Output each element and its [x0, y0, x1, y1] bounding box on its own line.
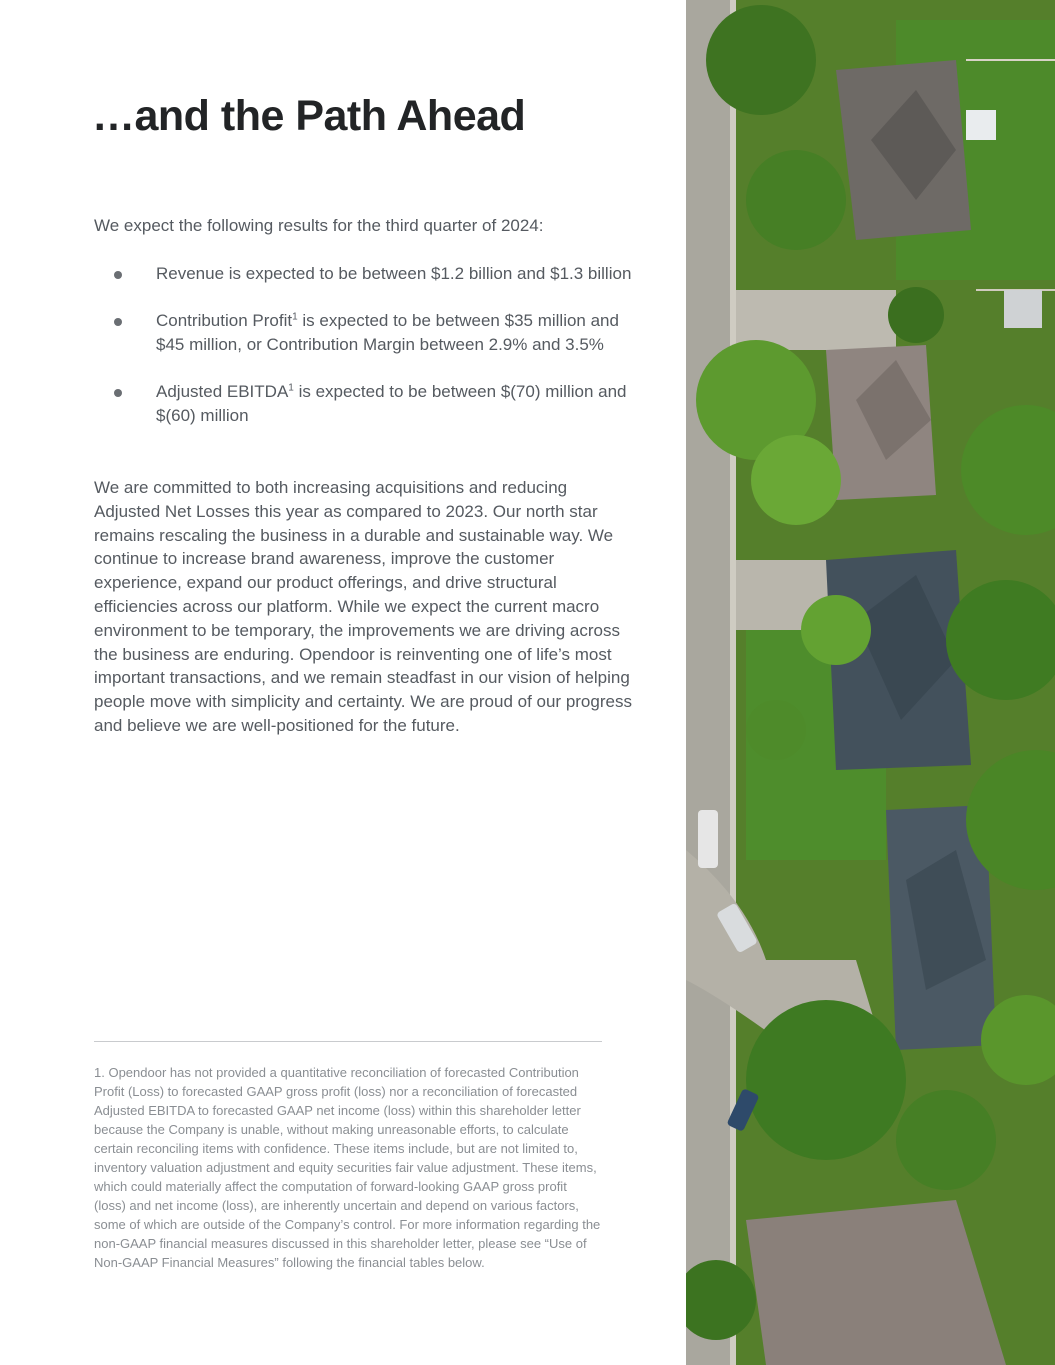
bullet-text: Adjusted EBITDA — [156, 382, 289, 401]
bullet-icon — [114, 318, 122, 326]
bullet-icon — [114, 271, 122, 279]
footnote-marker: 1 — [292, 311, 298, 323]
aerial-neighborhood-photo — [686, 0, 1055, 1365]
list-item — [94, 380, 639, 428]
footnote-marker: 1 — [288, 382, 294, 394]
bullet-text-cont: is expected to be between $35 million and $45 million, or Contribution Margin between 2.9% and 3.5% — [156, 311, 619, 354]
bullet-text: Revenue is expected to be between $1.2 billion and $1.3 billion — [156, 264, 632, 283]
footnote: 1. Opendoor has not provided a quantitative reconciliation of forecasted Contribution Profit (Loss) to forecasted GAAP gross profit (loss) nor a reconciliation of forecasted Adjusted EBITDA to forecasted GAAP net income (loss) within this shareholder letter because the Company is unable, without making unreasonable efforts, to calculate certain reconciling items with confidence. These items include, but are not limited to, inventory valuation adjustment and equity securities fair value adjustment. These items, which could materially affect the computation of forward-looking GAAP gross profit (loss) and net income (loss), are inherently uncertain and depend on various factors, some of which are outside of the Company’s control. For more information regarding the non-GAAP financial measures discussed in this shareholder letter, please see “Use of Non-GAAP Financial Measures” following the financial tables below. — [94, 1065, 601, 1270]
bullet-text: Contribution Profit — [156, 311, 293, 330]
bullet-icon — [114, 389, 122, 397]
bullet-text-cont: is expected to be between $(70) million and $(60) million — [156, 382, 627, 425]
body-paragraph: We are committed to both increasing acquisitions and reducing Adjusted Net Losses this year as compared to 2023. Our north star remains rescaling the business in a durable and sustainable way. We continue to increase brand awareness, improve the customer experience, expand our product offerings, and drive structural efficiencies across our platform. While we expect the current macro environment to be temporary, the improvements we are driving across the business are enduring. Opendoor is reinventing one of life’s most important transactions, and we remain steadfast in our vision of helping people move with simplicity and certainty. We are proud of our progress and believe we are well-positioned for the future. — [94, 478, 632, 735]
list-item — [94, 309, 639, 357]
footnote-divider — [94, 1041, 602, 1042]
page-title: …and the Path Ahead — [92, 92, 526, 140]
list-item — [94, 262, 639, 286]
intro-text: We expect the following results for the third quarter of 2024: — [94, 216, 544, 235]
outlook-list — [94, 262, 639, 451]
